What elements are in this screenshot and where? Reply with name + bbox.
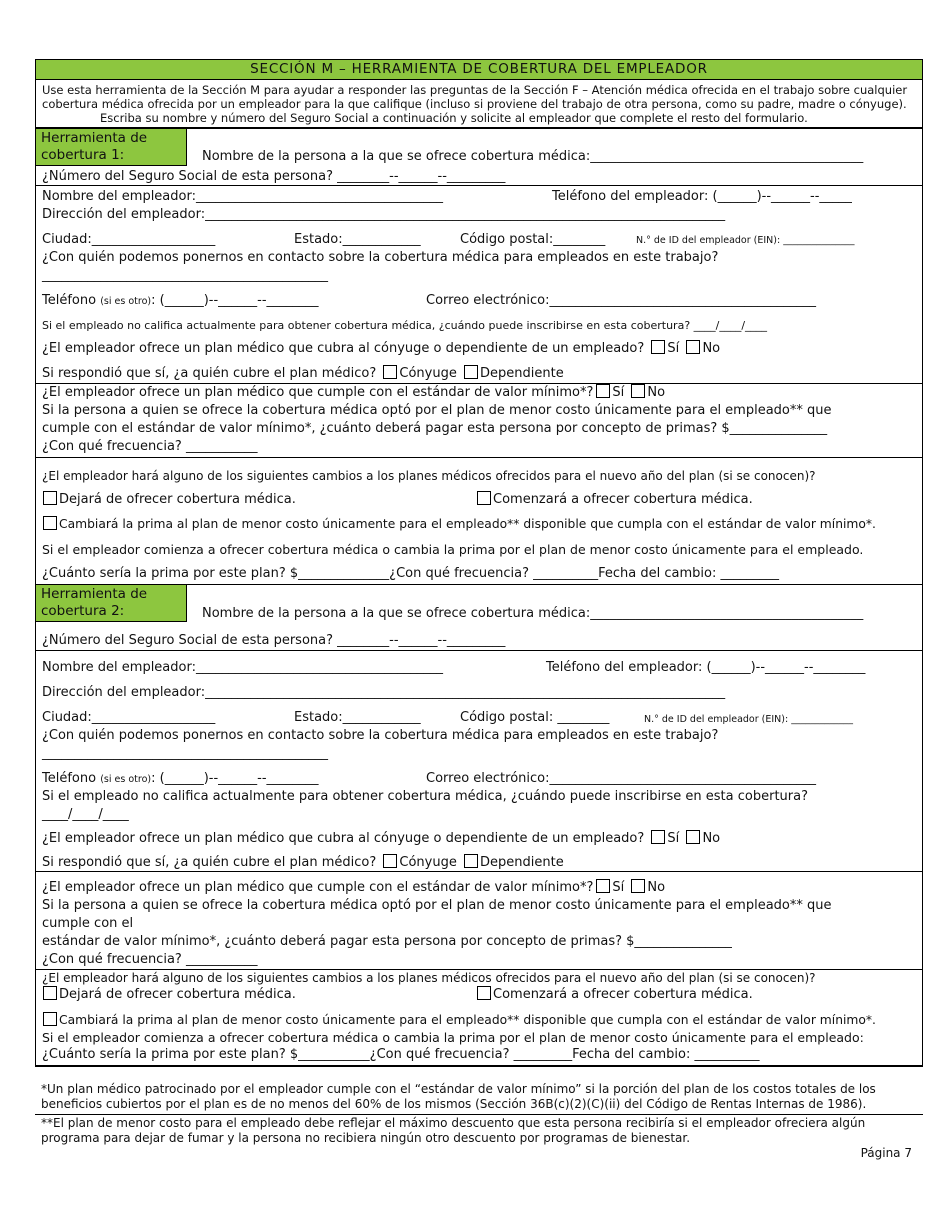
start-label: Comenzará a ofrecer cobertura médica. [493, 987, 753, 1002]
start-checkbox[interactable] [477, 491, 491, 505]
not-eligible-field[interactable]: ____/____/____ [42, 807, 129, 822]
premium-question-3[interactable]: estándar de valor mínimo*, ¿cuánto deberá pagar esta persona por concepto de primas? $_______________ [42, 934, 732, 949]
spouse-checkbox[interactable] [383, 365, 397, 379]
who-covered-question [42, 365, 564, 382]
yes-label: Sí [667, 831, 680, 846]
tool-2-changes [36, 970, 922, 1066]
start-option [474, 491, 753, 508]
email-field[interactable]: Correo electrónico:_________________________________________ [426, 293, 816, 308]
email-field[interactable]: Correo electrónico:_________________________________________ [426, 771, 816, 786]
changes-question: ¿El empleador hará alguno de los siguientes cambios a los planes médicos ofrecidos para el nuevo año del plan (si se conocen)? [42, 971, 816, 985]
premium-question-2: cumple con el [42, 916, 134, 931]
if-change-text: Si el empleador comienza a ofrecer cobertura médica o cambia la prima por el plan de menor costo únicamente para el empleado. [42, 542, 864, 557]
min-value-question [42, 879, 665, 896]
spouse-question-text: ¿El empleador ofrece un plan médico que cubra al cónyuge o dependiente de un empleado? [42, 831, 645, 846]
state-field[interactable]: Estado:____________ [294, 232, 421, 247]
footnote-minimum-value: *Un plan médico patrocinado por el empleador cumple con el “estándar de valor mínimo” si la porción del plan de los costos totales de los beneficios cubiertos por el plan es de no menos del 60% de los mismos (Sección 36B(c)(2)(C)(ii) del Código de Rentas Internas de 1986). [35, 1082, 923, 1115]
section-title: SECCIÓN M – HERRAMIENTA DE COBERTURA DEL EMPLEADOR [36, 60, 922, 80]
dependent-checkbox[interactable] [464, 854, 478, 868]
start-checkbox[interactable] [477, 986, 491, 1000]
min-value-text: ¿El empleador ofrece un plan médico que cumple con el estándar de valor mínimo*? [42, 880, 594, 895]
min-value-yes-label: Sí [612, 880, 625, 895]
yes-checkbox[interactable] [651, 830, 665, 844]
employer-phone-field[interactable]: Teléfono del empleador: (______)--______--________ [546, 660, 866, 675]
no-label: No [702, 831, 721, 846]
min-value-text: ¿El empleador ofrece un plan médico que cumple con el estándar de valor mínimo*? [42, 385, 594, 400]
footnote-lowest-cost: **El plan de menor costo para el empleado debe reflejar el máximo descuento que esta persona recibiría si el empleador ofreciera algún programa para dejar de fumar y la persona no recibiera ningún otro descuento por programas de bienestar. [41, 1116, 866, 1145]
intro-instruction: Escriba su nombre y número del Seguro Social a continuación y solicite al empleador que complete el resto del formulario. [100, 111, 808, 125]
phone-value: : (______)--______--________ [151, 771, 319, 786]
phone-field[interactable] [42, 292, 319, 310]
contact-question: ¿Con quién podemos ponernos en contacto sobre la cobertura médica para empleados en este trabajo? [42, 250, 719, 265]
contact-question: ¿Con quién podemos ponernos en contacto sobre la cobertura médica para empleados en este trabajo? [42, 728, 719, 743]
city-field[interactable]: Ciudad:___________________ [42, 232, 216, 247]
ssn-field[interactable]: ¿Número del Seguro Social de esta persona? ________--______--_________ [42, 633, 506, 648]
change-premium-option [40, 1012, 876, 1029]
new-premium-field[interactable]: ¿Cuánto sería la prima por este plan? $___________¿Con qué frecuencia? _________Fecha del cambio: __________ [42, 1047, 760, 1062]
person-name-field[interactable]: Nombre de la persona a la que se ofrece cobertura médica:__________________________________________ [202, 606, 864, 621]
intro-text [36, 80, 922, 129]
no-checkbox[interactable] [686, 340, 700, 354]
phone-field[interactable] [42, 770, 319, 788]
change-premium-label: Cambiará la prima al plan de menor costo únicamente para el empleado** disponible que cumpla con el estándar de valor mínimo*. [59, 517, 876, 531]
change-premium-checkbox[interactable] [43, 1012, 57, 1026]
zip-field[interactable]: Código postal:________ [460, 232, 606, 247]
min-value-no-checkbox[interactable] [631, 384, 645, 398]
premium-question-1: Si la persona a quien se ofrece la cobertura médica optó por el plan de menor costo únicamente para el empleado** que [42, 403, 832, 418]
footnotes [35, 1082, 923, 1147]
stop-checkbox[interactable] [43, 986, 57, 1000]
phone-note: (si es otro) [100, 774, 152, 785]
change-premium-option [40, 516, 876, 533]
min-value-question [42, 384, 665, 401]
tool-2-employer [36, 651, 922, 872]
phone-note: (si es otro) [100, 296, 152, 307]
change-premium-label: Cambiará la prima al plan de menor costo únicamente para el empleado** disponible que cumpla con el estándar de valor mínimo*. [59, 1013, 876, 1027]
not-eligible-field[interactable]: Si el empleado no califica actualmente para obtener cobertura médica, ¿cuándo puede inscribirse en esta cobertura? ____/____/____ [42, 319, 768, 332]
employer-address-field[interactable]: Dirección del empleador:________________________________________________________________________________ [42, 685, 726, 700]
min-value-yes-checkbox[interactable] [596, 879, 610, 893]
min-value-no-label: No [647, 880, 666, 895]
new-premium-field[interactable]: ¿Cuánto sería la prima por este plan? $______________¿Con qué frecuencia? __________Fecha del cambio: _________ [42, 566, 779, 581]
yes-checkbox[interactable] [651, 340, 665, 354]
spouse-checkbox[interactable] [383, 854, 397, 868]
dependent-checkbox[interactable] [464, 365, 478, 379]
start-label: Comenzará a ofrecer cobertura médica. [493, 492, 753, 507]
spouse-label: Cónyuge [399, 855, 457, 870]
contact-field[interactable]: ____________________________________________ [42, 746, 328, 761]
no-label: No [702, 341, 721, 356]
min-value-no-checkbox[interactable] [631, 879, 645, 893]
tool-1-person [36, 129, 922, 186]
tool-1-label: Herramienta de cobertura 1: [36, 129, 187, 166]
tool-1-minimum-value [36, 384, 922, 458]
employer-coverage-form [35, 59, 923, 1067]
spouse-question [42, 340, 720, 357]
tool-2-person [36, 585, 922, 651]
min-value-no-label: No [647, 385, 666, 400]
spouse-label: Cónyuge [399, 366, 457, 381]
dependent-label: Dependiente [480, 855, 564, 870]
state-field[interactable]: Estado:____________ [294, 710, 421, 725]
stop-option [40, 986, 296, 1003]
phone-label: Teléfono [42, 293, 97, 308]
phone-value: : (______)--______--________ [151, 293, 319, 308]
start-option [474, 986, 753, 1003]
frequency-field[interactable]: ¿Con qué frecuencia? ___________ [42, 439, 258, 454]
tool-1-employer [36, 186, 922, 384]
person-name-field[interactable]: Nombre de la persona a la que se ofrece cobertura médica:__________________________________________ [202, 149, 864, 164]
spouse-question-text: ¿El empleador ofrece un plan médico que cubra al cónyuge o dependiente de un empleado? [42, 341, 645, 356]
tool-2-minimum-value [36, 872, 922, 970]
stop-option [40, 491, 296, 508]
changes-question: ¿El empleador hará alguno de los siguientes cambios a los planes médicos ofrecidos para el nuevo año del plan (si se conocen)? [42, 469, 816, 483]
zip-field[interactable]: Código postal: ________ [460, 710, 610, 725]
ein-field[interactable]: N.° de ID del empleador (EIN): _____________ [644, 714, 853, 725]
min-value-yes-checkbox[interactable] [596, 384, 610, 398]
min-value-yes-label: Sí [612, 385, 625, 400]
stop-checkbox[interactable] [43, 491, 57, 505]
dependent-label: Dependiente [480, 366, 564, 381]
spouse-question [42, 830, 720, 847]
who-covered-text: Si respondió que sí, ¿a quién cubre el plan médico? [42, 366, 377, 381]
contact-field[interactable]: ____________________________________________ [42, 268, 328, 283]
tool-1-changes [36, 458, 922, 585]
ssn-field[interactable]: ¿Número del Seguro Social de esta persona? ________--______--_________ [42, 169, 506, 184]
employer-address-field[interactable]: Dirección del empleador:________________________________________________________________________________ [42, 207, 726, 222]
change-premium-checkbox[interactable] [43, 516, 57, 530]
premium-question-1: Si la persona a quien se ofrece la cobertura médica optó por el plan de menor costo únicamente para el empleado** que [42, 898, 832, 913]
employer-name-field[interactable]: Nombre del empleador:______________________________________ [42, 189, 443, 204]
ein-field[interactable]: N.° de ID del empleador (EIN): _______________ [636, 235, 855, 246]
intro-paragraph: Use esta herramienta de la Sección M para ayudar a responder las preguntas de la Sección F – Atención médica ofrecida en el trabajo sobre cualquier cobertura médica ofrecida por un empleador para la que califique (incluso si proviene del trabajo de otra persona, como su padre, madre o cónyuge). [42, 83, 908, 111]
tool-2-label: Herramienta de cobertura 2: [36, 585, 187, 622]
city-field[interactable]: Ciudad:___________________ [42, 710, 216, 725]
phone-label: Teléfono [42, 771, 97, 786]
who-covered-question [42, 854, 564, 871]
if-change-text: Si el empleador comienza a ofrecer cobertura médica o cambia la prima por el plan de menor costo únicamente para el empleado: [42, 1030, 864, 1045]
yes-label: Sí [667, 341, 680, 356]
stop-label: Dejará de ofrecer cobertura médica. [59, 987, 296, 1002]
no-checkbox[interactable] [686, 830, 700, 844]
premium-question-2[interactable]: cumple con el estándar de valor mínimo*, ¿cuánto deberá pagar esta persona por concepto de primas? $_______________ [42, 421, 828, 436]
stop-label: Dejará de ofrecer cobertura médica. [59, 492, 296, 507]
not-eligible-question: Si el empleado no califica actualmente para obtener cobertura médica, ¿cuándo puede inscribirse en esta cobertura? [42, 789, 808, 804]
employer-phone-field[interactable]: Teléfono del empleador: (______)--______--_____ [552, 189, 852, 204]
employer-name-field[interactable]: Nombre del empleador:______________________________________ [42, 660, 443, 675]
who-covered-text: Si respondió que sí, ¿a quién cubre el plan médico? [42, 855, 377, 870]
page-number: Página 7 [860, 1146, 912, 1160]
frequency-field[interactable]: ¿Con qué frecuencia? ___________ [42, 952, 258, 967]
